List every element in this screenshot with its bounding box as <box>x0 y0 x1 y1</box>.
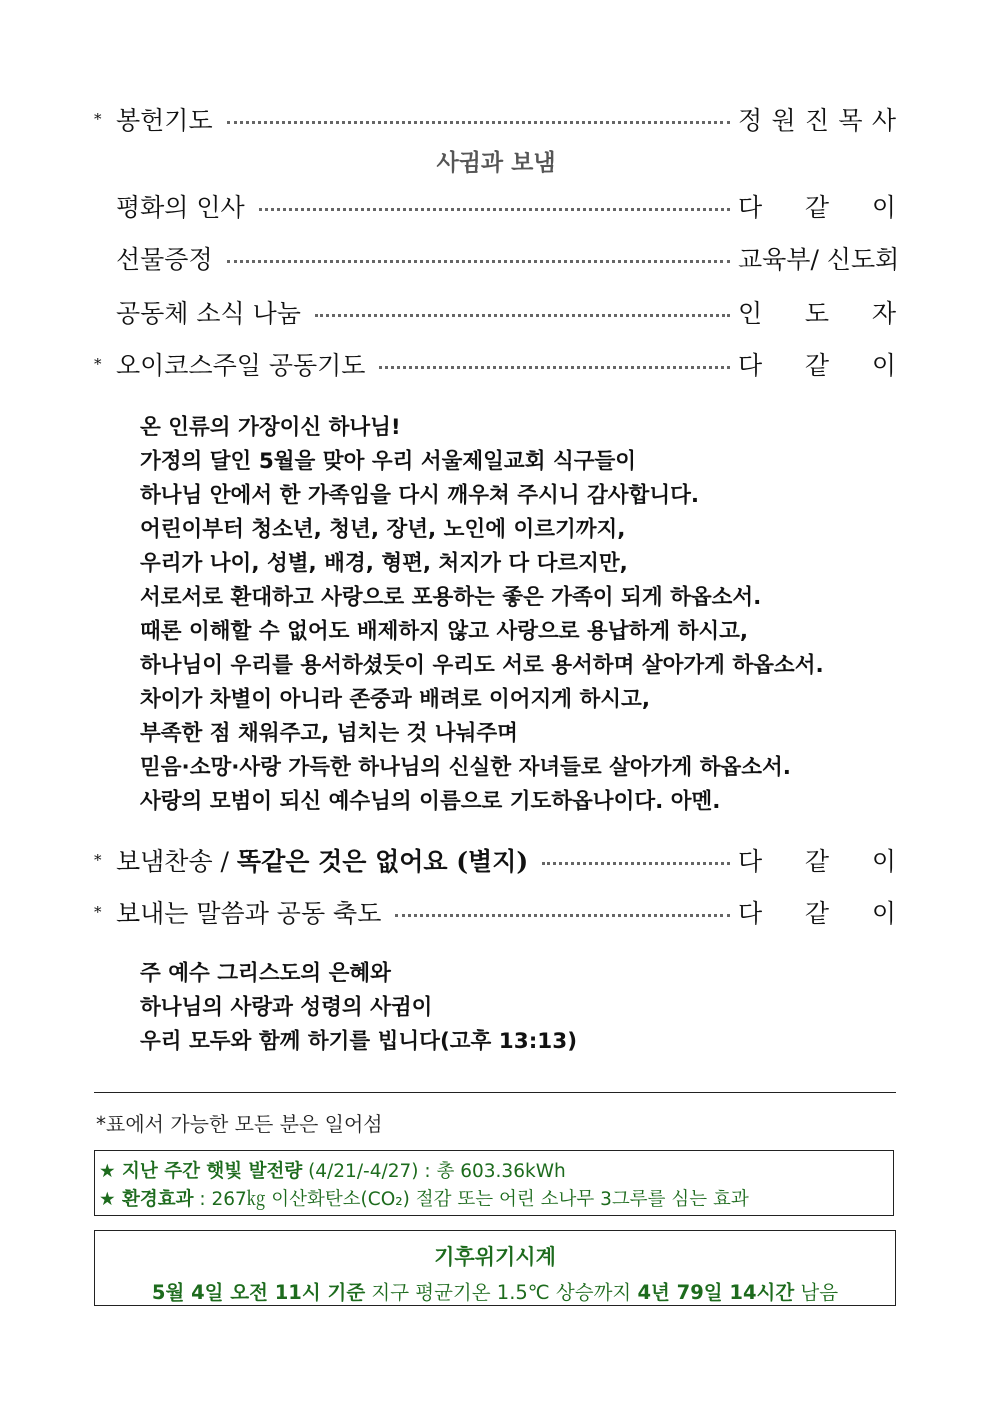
order-row-peace-greeting <box>94 189 896 223</box>
solar-power-box <box>94 1150 894 1216</box>
divider <box>94 1092 896 1093</box>
standing-mark: * <box>94 110 102 128</box>
prayer-line: 가정의 달인 5월을 맞아 우리 서울제일교회 식구들이 <box>140 449 637 474</box>
benediction-line: 주 예수 그리스도의 은혜와 <box>140 961 391 986</box>
leader-dots <box>227 121 730 124</box>
order-item-label: 보냄찬송 / 똑같은 것은 없어요 (별지) <box>116 847 529 876</box>
order-item-leader: 다 같 이 <box>738 193 896 222</box>
climate-clock-box <box>94 1230 896 1306</box>
leader-dots <box>395 914 730 917</box>
prayer-line: 부족한 점 채워주고, 넘치는 것 나눠주며 <box>140 721 518 746</box>
solar-generation-line: ★ 지난 주간 햇빛 발전량 (4/21/-4/27) : 총 603.36kWh <box>99 1161 566 1182</box>
section-title: 사귐과 보냄 <box>436 150 556 176</box>
leader-dots <box>379 366 730 369</box>
benediction-line: 우리 모두와 함께 하기를 빕니다(고후 13:13) <box>140 1029 578 1054</box>
leader-dots <box>259 208 730 211</box>
order-row-gift <box>94 241 900 275</box>
standing-mark: * <box>94 903 102 921</box>
leader-dots <box>542 862 730 865</box>
order-item-label: 오이코스주일 공동기도 <box>116 351 366 380</box>
standing-mark: * <box>94 355 102 373</box>
order-item-label: 선물증정 <box>116 245 213 274</box>
order-item-label: 공동체 소식 나눔 <box>116 299 301 328</box>
order-row-benediction <box>94 895 896 929</box>
prayer-line: 우리가 나이, 성별, 배경, 형편, 처지가 다 다르지만, <box>140 551 628 576</box>
order-row-oikos-prayer <box>94 347 896 381</box>
prayer-line: 온 인류의 가장이신 하나님! <box>140 415 401 440</box>
climate-clock-text: 5월 4일 오전 11시 기준 지구 평균기온 1.5℃ 상승까지 4년 79일 14시간 남음 <box>151 1281 839 1304</box>
prayer-line: 하나님이 우리를 용서하셨듯이 우리도 서로 용서하며 살아가게 하옵소서. <box>140 653 824 678</box>
prayer-line: 어린이부터 청소년, 청년, 장년, 노인에 이르기까지, <box>140 517 626 542</box>
order-row-offering-prayer <box>94 102 896 136</box>
standing-note: *표에서 가능한 모든 분은 일어섬 <box>96 1112 383 1136</box>
order-item-label: 봉헌기도 <box>116 106 213 135</box>
order-item-leader: 교육부/ 신도회 <box>738 245 900 274</box>
prayer-line: 때론 이해할 수 없어도 배제하지 않고 사랑으로 용납하게 하시고, <box>140 619 749 644</box>
order-item-leader: 다 같 이 <box>738 899 896 928</box>
order-item-label: 보내는 말씀과 공동 축도 <box>116 899 382 928</box>
order-item-leader: 정 원 진 목 사 <box>738 106 896 135</box>
environment-effect-line: ★ 환경효과 : 267㎏ 이산화탄소(CO₂) 절감 또는 어린 소나무 3그루를 심는 효과 <box>99 1189 749 1210</box>
standing-mark: * <box>94 851 102 869</box>
hymn-title: 똑같은 것은 없어요 (별지) <box>236 847 529 876</box>
leader-dots <box>315 314 730 317</box>
prayer-line: 믿음·소망·사랑 가득한 하나님의 신실한 자녀들로 살아가게 하옵소서. <box>140 755 791 780</box>
order-row-sending-hymn <box>94 843 896 877</box>
order-row-community-news <box>94 295 896 329</box>
leader-dots <box>227 260 730 263</box>
prayer-line: 차이가 차별이 아니라 존중과 배려로 이어지게 하시고, <box>140 687 650 712</box>
prayer-line: 서로서로 환대하고 사랑으로 포용하는 좋은 가족이 되게 하옵소서. <box>140 585 762 610</box>
benediction-line: 하나님의 사랑과 성령의 사귐이 <box>140 995 433 1020</box>
climate-clock-title: 기후위기시계 <box>434 1245 556 1269</box>
order-item-label: 평화의 인사 <box>116 193 245 222</box>
prayer-line: 사랑의 모범이 되신 예수님의 이름으로 기도하옵나이다. 아멘. <box>140 789 721 814</box>
common-prayer <box>140 411 824 819</box>
prayer-line: 하나님 안에서 한 가족임을 다시 깨우쳐 주시니 감사합니다. <box>140 483 700 508</box>
order-item-leader: 다 같 이 <box>738 351 896 380</box>
order-item-leader: 인 도 자 <box>738 299 896 328</box>
order-item-leader: 다 같 이 <box>738 847 896 876</box>
benediction-text <box>140 957 577 1059</box>
